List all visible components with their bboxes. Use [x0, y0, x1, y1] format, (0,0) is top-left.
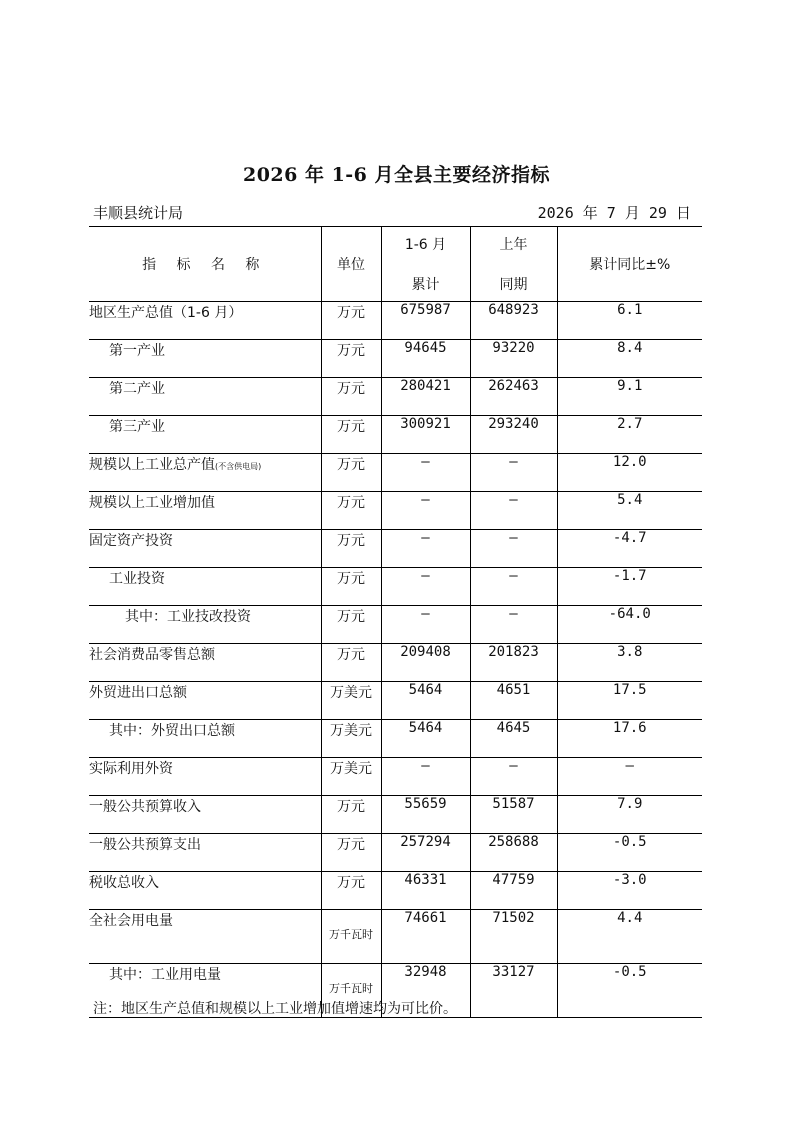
row-yoy: -4.7 [557, 530, 702, 568]
table-row [89, 682, 702, 720]
row-cumulative: 300921 [381, 416, 470, 454]
table-row [89, 302, 702, 340]
row-yoy: 6.1 [557, 302, 702, 340]
row-previous: 201823 [470, 644, 557, 682]
row-yoy: 8.4 [557, 340, 702, 378]
table-body [89, 302, 702, 1018]
row-cumulative: — [381, 492, 470, 530]
row-cumulative: — [381, 758, 470, 796]
footnote: 注：地区生产总值和规模以上工业增加值增速均为可比价。 [93, 1001, 457, 1017]
row-previous: — [470, 454, 557, 492]
row-yoy: -3.0 [557, 872, 702, 910]
row-unit: 万美元 [321, 720, 381, 758]
row-yoy: 12.0 [557, 454, 702, 492]
row-unit: 万元 [321, 834, 381, 872]
row-name-text: 规模以上工业总产值 [89, 457, 215, 473]
row-unit: 万元 [321, 378, 381, 416]
table-row [89, 530, 702, 568]
row-unit: 万元 [321, 302, 381, 340]
row-name: 实际利用外资 [89, 758, 321, 796]
row-previous: 258688 [470, 834, 557, 872]
row-previous: — [470, 530, 557, 568]
header-yoy: 累计同比±% [557, 227, 702, 302]
row-previous: 262463 [470, 378, 557, 416]
row-cumulative: 257294 [381, 834, 470, 872]
row-cumulative: — [381, 454, 470, 492]
table-row [89, 796, 702, 834]
row-previous: 648923 [470, 302, 557, 340]
row-previous: — [470, 606, 557, 644]
row-cumulative: — [381, 568, 470, 606]
row-name: 工业投资 [89, 568, 321, 606]
row-previous: 4651 [470, 682, 557, 720]
table-row [89, 758, 702, 796]
row-yoy: -0.5 [557, 964, 702, 1018]
header-cumulative-line2: 累计 [411, 277, 440, 293]
row-cumulative: 675987 [381, 302, 470, 340]
row-unit: 万元 [321, 644, 381, 682]
row-previous: — [470, 758, 557, 796]
row-name: 第二产业 [89, 378, 321, 416]
header-unit: 单位 [321, 227, 381, 302]
row-unit: 万元 [321, 530, 381, 568]
row-cumulative: 5464 [381, 720, 470, 758]
table-row [89, 568, 702, 606]
row-unit: 万千瓦时 [321, 910, 381, 964]
row-previous: 51587 [470, 796, 557, 834]
header-previous-line1: 上年 [499, 237, 528, 253]
row-name: 社会消费品零售总额 [89, 644, 321, 682]
row-yoy: 17.6 [557, 720, 702, 758]
row-yoy: 2.7 [557, 416, 702, 454]
row-name-note: (不含供电局) [215, 462, 262, 471]
row-yoy: -0.5 [557, 834, 702, 872]
row-name: 第一产业 [89, 340, 321, 378]
row-cumulative: 32948 [381, 964, 470, 1018]
row-yoy: 7.9 [557, 796, 702, 834]
table-row [89, 910, 702, 964]
header-previous [470, 227, 557, 302]
row-unit: 万元 [321, 606, 381, 644]
row-cumulative: — [381, 530, 470, 568]
page-title: 2026 年 1-6 月全县主要经济指标 [242, 164, 551, 186]
row-name: 其中：工业技改投资 [89, 606, 321, 644]
table-row [89, 378, 702, 416]
row-previous: 33127 [470, 964, 557, 1018]
header-previous-line2: 同期 [499, 277, 528, 293]
row-cumulative: 74661 [381, 910, 470, 964]
row-yoy: 9.1 [557, 378, 702, 416]
table-row [89, 720, 702, 758]
table-row [89, 416, 702, 454]
row-unit: 万元 [321, 796, 381, 834]
table-row [89, 340, 702, 378]
row-name: 规模以上工业增加值 [89, 492, 321, 530]
row-yoy: -64.0 [557, 606, 702, 644]
row-unit: 万美元 [321, 682, 381, 720]
row-previous: 293240 [470, 416, 557, 454]
row-unit: 万元 [321, 872, 381, 910]
row-name: 固定资产投资 [89, 530, 321, 568]
row-previous: 4645 [470, 720, 557, 758]
row-yoy: 3.8 [557, 644, 702, 682]
row-yoy: -1.7 [557, 568, 702, 606]
indicator-table [89, 226, 702, 1018]
row-cumulative: — [381, 606, 470, 644]
row-name: 其中：外贸出口总额 [89, 720, 321, 758]
row-previous: 71502 [470, 910, 557, 964]
row-yoy: 4.4 [557, 910, 702, 964]
row-unit: 万元 [321, 492, 381, 530]
row-previous: — [470, 492, 557, 530]
header-cumulative [381, 227, 470, 302]
row-name: 外贸进出口总额 [89, 682, 321, 720]
row-name: 其中：工业用电量 [89, 964, 321, 1018]
row-previous: — [470, 568, 557, 606]
table-header [89, 227, 702, 302]
row-unit: 万元 [321, 416, 381, 454]
row-unit: 万元 [321, 454, 381, 492]
row-yoy: — [557, 758, 702, 796]
row-name: 一般公共预算支出 [89, 834, 321, 872]
row-unit: 万元 [321, 340, 381, 378]
row-previous: 93220 [470, 340, 557, 378]
row-yoy: 5.4 [557, 492, 702, 530]
row-unit: 万千瓦时 [321, 964, 381, 1018]
row-name: 一般公共预算收入 [89, 796, 321, 834]
header-indicator-name: 指 标 名 称 [89, 227, 321, 302]
row-previous: 47759 [470, 872, 557, 910]
row-name: 税收总收入 [89, 872, 321, 910]
row-cumulative: 209408 [381, 644, 470, 682]
row-name: 全社会用电量 [89, 910, 321, 964]
table-row [89, 606, 702, 644]
row-name: 第三产业 [89, 416, 321, 454]
organization-name: 丰顺县统计局 [93, 204, 184, 222]
table-row [89, 492, 702, 530]
row-cumulative: 94645 [381, 340, 470, 378]
row-unit: 万美元 [321, 758, 381, 796]
table-row [89, 454, 702, 492]
row-cumulative: 5464 [381, 682, 470, 720]
row-name [89, 454, 321, 492]
row-cumulative: 280421 [381, 378, 470, 416]
row-name: 地区生产总值（1-6 月） [89, 302, 321, 340]
row-cumulative: 55659 [381, 796, 470, 834]
row-yoy: 17.5 [557, 682, 702, 720]
row-unit: 万元 [321, 568, 381, 606]
report-date: 2026 年 7 月 29 日 [537, 204, 691, 222]
header-cumulative-line1: 1-6 月 [404, 237, 447, 253]
table-row [89, 834, 702, 872]
table-row [89, 644, 702, 682]
row-cumulative: 46331 [381, 872, 470, 910]
table-row [89, 872, 702, 910]
